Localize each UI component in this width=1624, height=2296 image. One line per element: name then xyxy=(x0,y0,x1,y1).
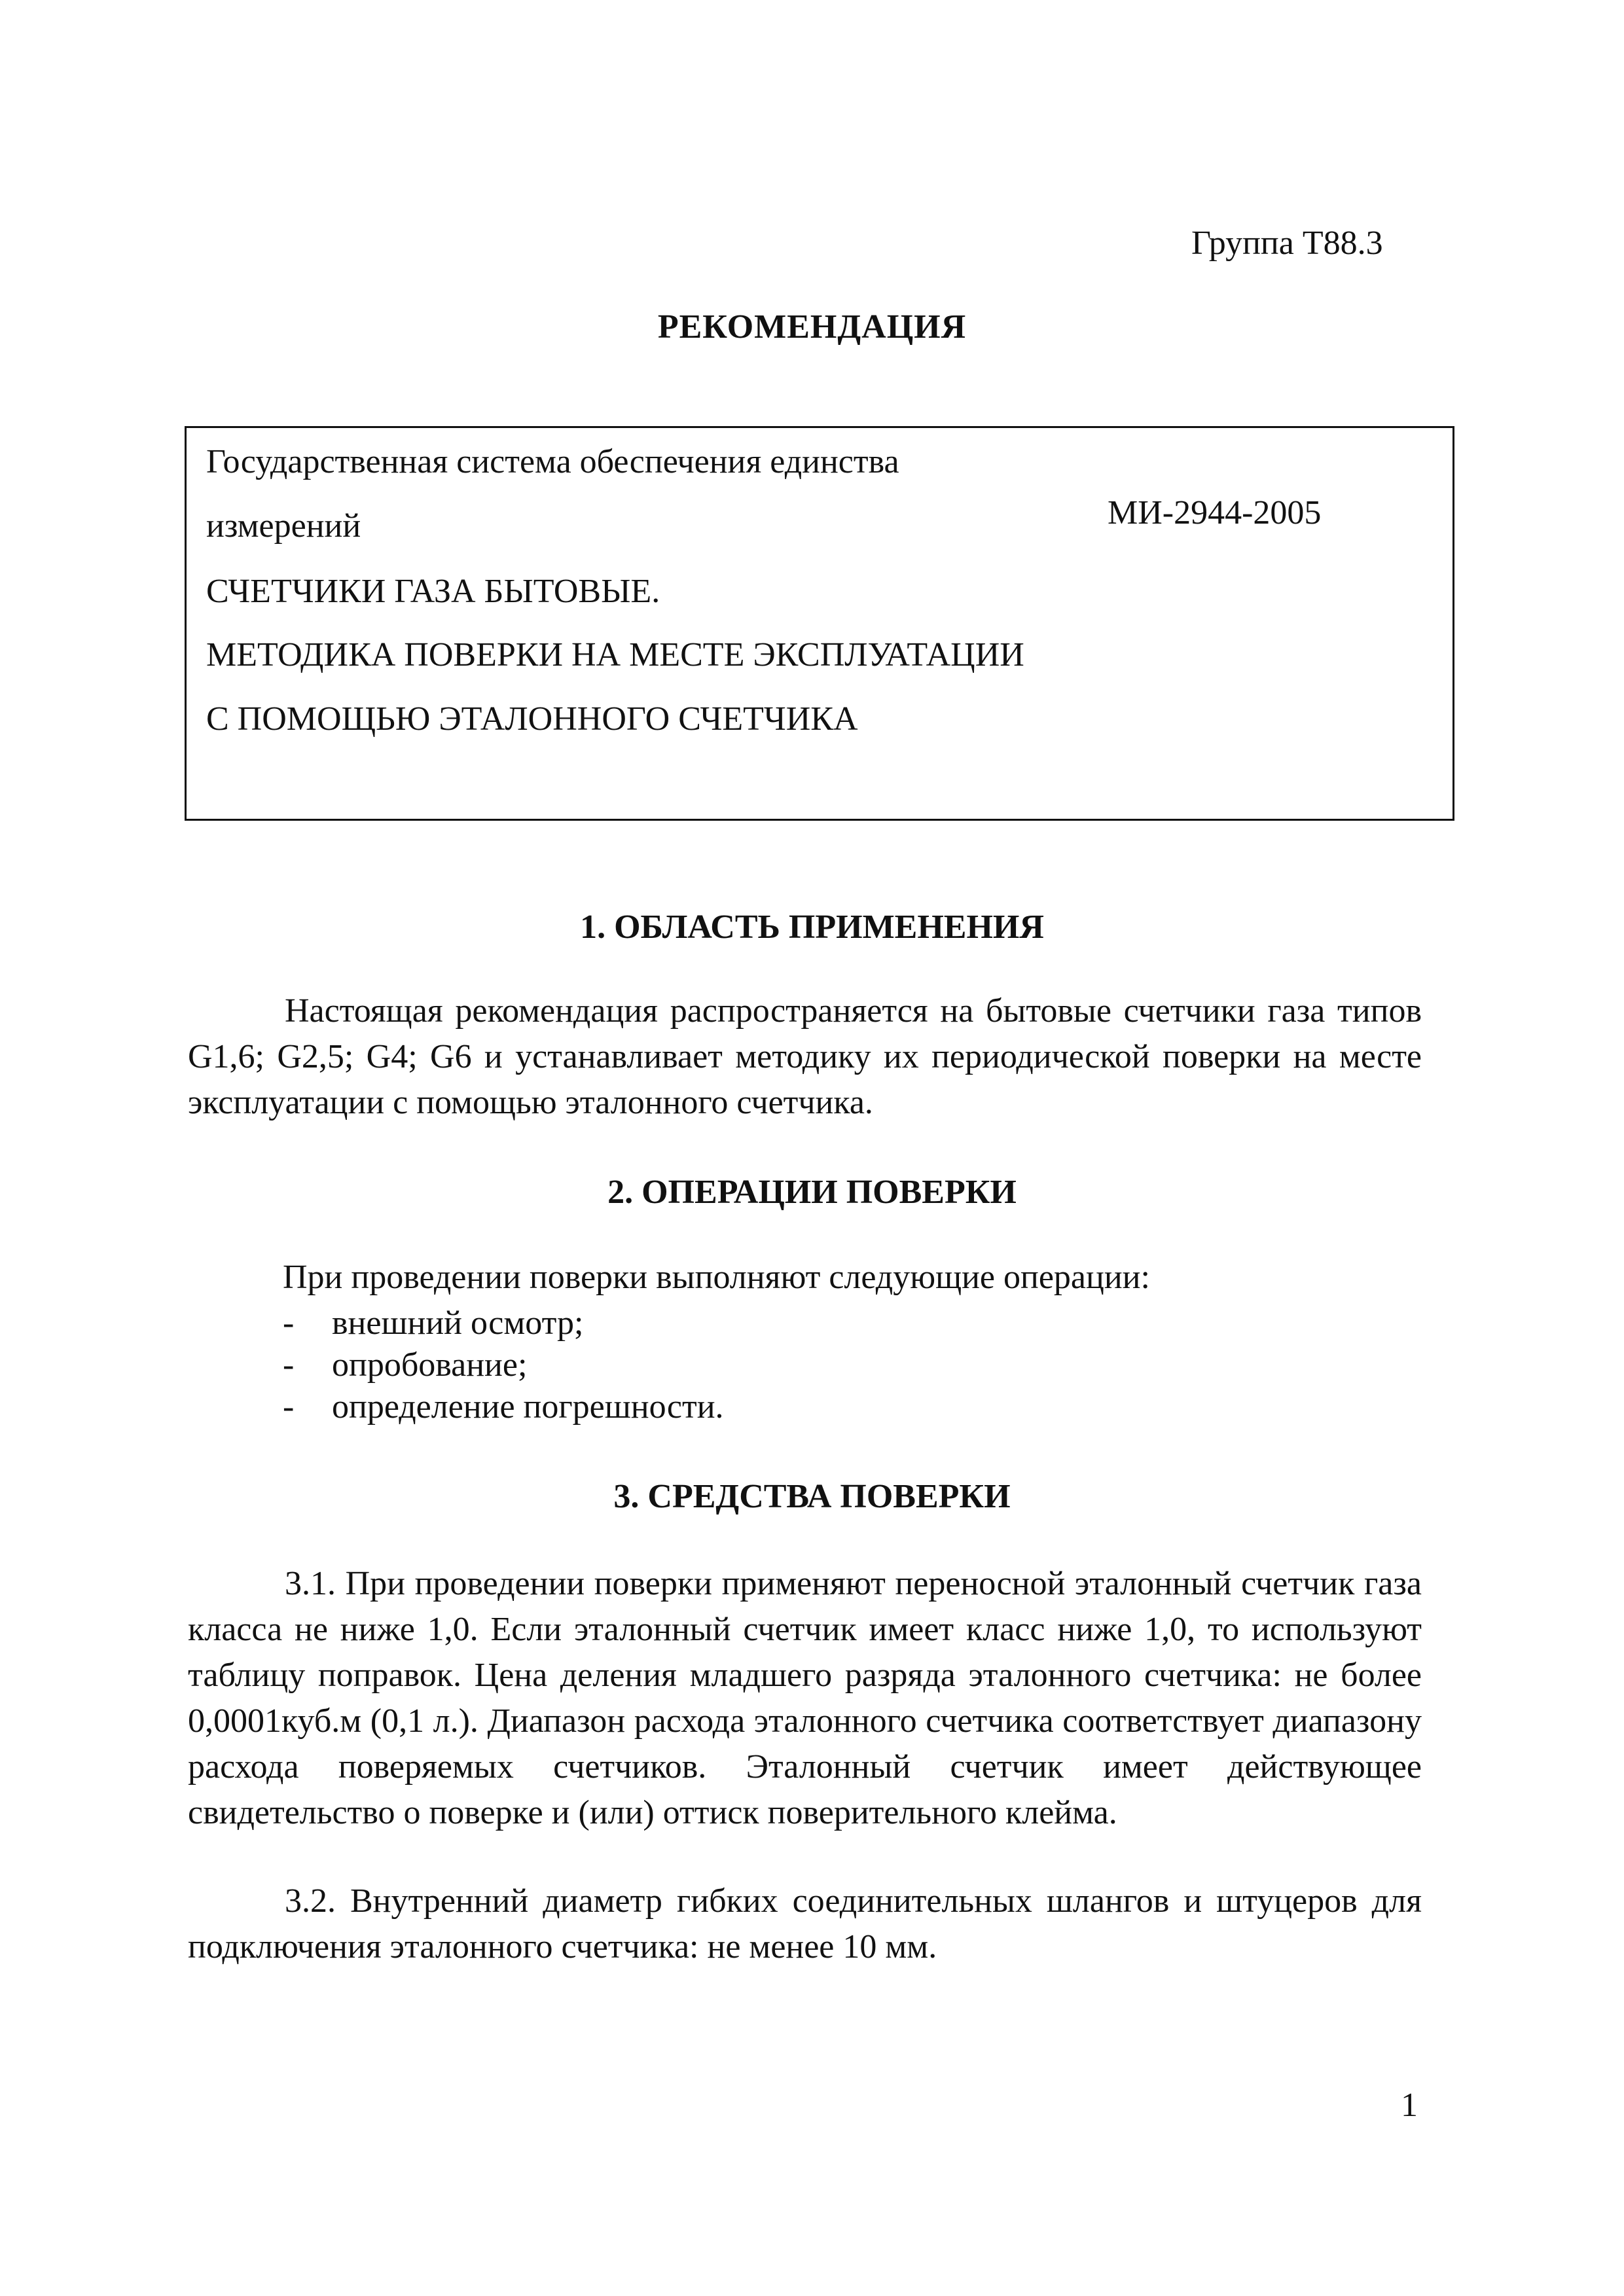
operations-list xyxy=(283,1302,724,1428)
list-dash: - xyxy=(283,1346,295,1384)
page-number: 1 xyxy=(1401,2087,1418,2124)
section-3-paragraph-1: 3.1. При проведении поверки применяют переносной эталонный счетчик газа класса не ниже 1,0. Если эталонный счетчик имеет класс ниже 1,0, то используют таблицу поправок. Цена деления младшего разряда эталонного счетчика: не более 0,0001куб.м (0,1 л.). Диапазон расхода эталонного счетчика соответствует диапазону расхода поверяемых счетчиков. Эталонный счетчик имеет действующее свидетельство о поверке и (или) оттиск поверительного клейма. xyxy=(188,1565,1422,1831)
list-item: - определение погрешности. xyxy=(283,1386,724,1428)
title-box xyxy=(185,426,1454,821)
section-1-heading: 1. ОБЛАСТЬ ПРИМЕНЕНИЯ xyxy=(580,908,1044,946)
section-3-paragraph-2: 3.2. Внутренний диаметр гибких соединительных шлангов и штуцеров для подключения эталонного счетчика: не менее 10 мм. xyxy=(188,1882,1422,1965)
title-box-line-2: измерений xyxy=(206,507,361,545)
section-1-text: Настоящая рекомендация распространяется на бытовые счетчики газа типов G1,6; G2,5; G4; G6 и устанавливает методику их периодической поверки на месте эксплуатации с помощью эталонного счетчика. xyxy=(188,992,1422,1121)
section-2-heading: 2. ОПЕРАЦИИ ПОВЕРКИ xyxy=(607,1174,1017,1211)
section-2-intro: При проведении поверки выполняют следующие операции: xyxy=(283,1259,1150,1296)
title-box-line-5: С ПОМОЩЬЮ ЭТАЛОННОГО СЧЕТЧИКА xyxy=(206,700,858,738)
document-code: МИ-2944-2005 xyxy=(1108,494,1322,531)
list-dash: - xyxy=(283,1304,295,1342)
title-box-line-1: Государственная система обеспечения единства xyxy=(206,443,899,480)
title-box-line-4: МЕТОДИКА ПОВЕРКИ НА МЕСТЕ ЭКСПЛУАТАЦИИ xyxy=(206,636,1024,673)
document-type-heading: РЕКОМЕНДАЦИЯ xyxy=(657,308,967,346)
title-box-line-3: СЧЕТЧИКИ ГАЗА БЫТОВЫЕ. xyxy=(206,573,660,610)
list-dash: - xyxy=(283,1388,295,1426)
section-3-heading: 3. СРЕДСТВА ПОВЕРКИ xyxy=(613,1478,1011,1515)
list-item: - опробование; xyxy=(283,1344,724,1386)
group-label: Группа Т88.3 xyxy=(1191,224,1383,262)
list-item: - внешний осмотр; xyxy=(283,1302,724,1344)
